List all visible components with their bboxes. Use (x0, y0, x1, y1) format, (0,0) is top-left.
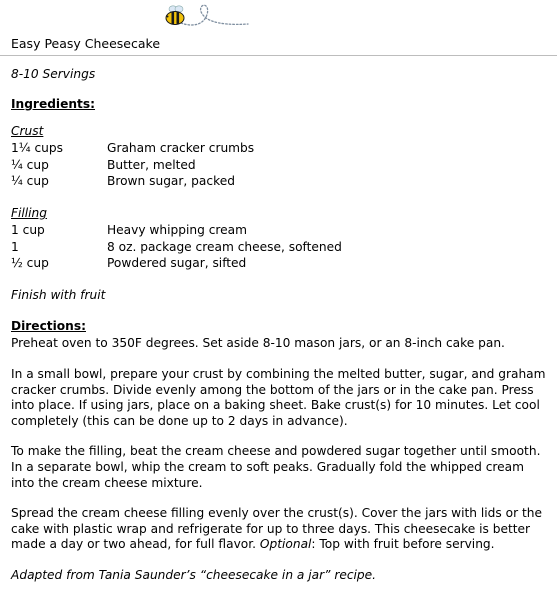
recipe-body (11, 67, 546, 583)
servings-text: 8-10 Servings (11, 67, 96, 81)
direction-step: To make the filling, beat the cream cheese and powdered sugar together until smooth. In a separate bowl, whip the cream to soft peaks. Gradually fold the whipped cream into the cream cheese mixture. (11, 444, 541, 490)
ingredient-amount: 1 cup (11, 222, 45, 237)
ingredient-amount: ½ cup (11, 256, 49, 271)
crust-heading: Crust (11, 124, 44, 139)
recipe-credit: Adapted from Tania Saunder’s “cheesecake in a jar” recipe. (11, 567, 377, 582)
ingredient-row (11, 239, 342, 256)
ingredient-row (11, 157, 254, 174)
directions-heading: Directions: (11, 318, 86, 333)
optional-text: : Top with fruit before serving. (311, 537, 495, 552)
ingredient-row (11, 140, 254, 157)
ingredient-item: Heavy whipping cream (107, 222, 247, 237)
finish-note: Finish with fruit (11, 288, 106, 303)
direction-text: Spread the cream cheese filling evenly over the crust(s). Cover the jars with lids or the cake with plastic wrap and refrigerate for up to three days. This cheesecake is better made a day or two ahead, for full flavor. (11, 506, 542, 552)
direction-step (11, 506, 546, 553)
crust-ingredient-list (11, 140, 254, 190)
ingredient-item: Powdered sugar, sifted (107, 256, 247, 271)
bee-icon (162, 1, 252, 35)
ingredient-row (11, 255, 342, 272)
recipe-title: Easy Peasy Cheesecake (11, 36, 161, 51)
ingredient-amount: ¼ cup (11, 157, 49, 172)
direction-step: In a small bowl, prepare your crust by combining the melted butter, sugar, and graham cracker crumbs. Divide evenly among the bottom of the jars or in the cake pan. Press into place. If using jars, place on a baking sheet. Bake crust(s) for 10 minutes. Let cool completely (this can be done up to 2 days in advance). (11, 366, 546, 428)
filling-heading: Filling (11, 206, 48, 221)
ingredient-amount: 1 (11, 239, 19, 254)
direction-step: Preheat oven to 350F degrees. Set aside 8-10 mason jars, or an 8-inch cake pan. (11, 336, 505, 351)
optional-label: Optional (259, 537, 312, 552)
ingredient-item: 8 oz. package cream cheese, softened (107, 239, 342, 254)
ingredient-item: Graham cracker crumbs (107, 140, 255, 155)
ingredient-item: Butter, melted (107, 157, 196, 172)
ingredient-amount: 1¼ cups (11, 140, 63, 155)
ingredient-row (11, 173, 254, 190)
filling-ingredient-list (11, 222, 342, 272)
title-divider (0, 55, 557, 56)
ingredients-heading: Ingredients: (11, 96, 96, 111)
ingredient-item: Brown sugar, packed (107, 174, 235, 189)
ingredient-row (11, 222, 342, 239)
ingredient-amount: ¼ cup (11, 174, 49, 189)
